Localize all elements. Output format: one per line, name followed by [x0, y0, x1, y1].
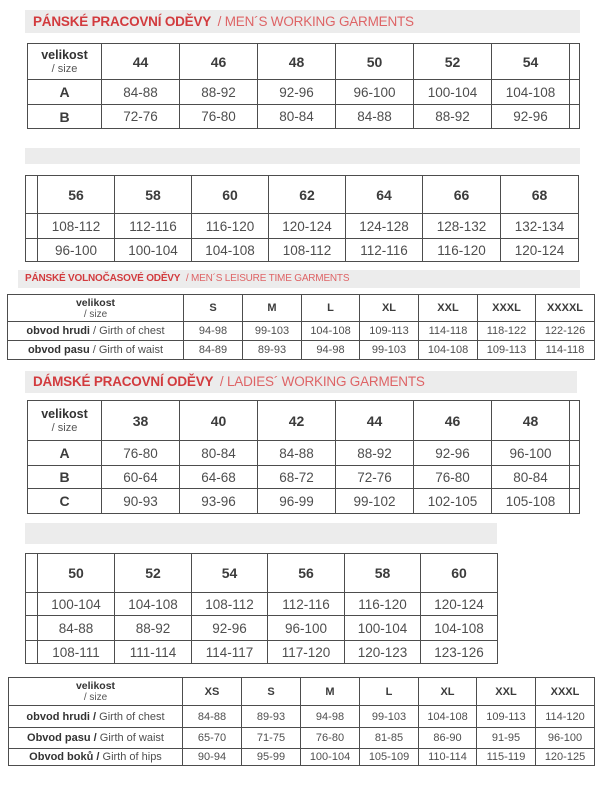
clipped-column-cell — [570, 80, 580, 105]
size-value-cell: 72-76 — [102, 105, 180, 129]
size-value-cell: 120-124 — [269, 214, 346, 239]
table-ladies-letter-sizes — [8, 677, 595, 766]
size-value-cell: 94-98 — [184, 322, 243, 341]
size-value-cell: 104-108 — [421, 616, 498, 641]
table-ladies-working-sizes-38-48 — [27, 400, 580, 514]
size-value-cell: 92-96 — [192, 616, 268, 641]
row-label-czech: A — [59, 445, 70, 461]
size-value-cell: 118-122 — [478, 322, 536, 341]
row-label-cell — [9, 706, 183, 728]
size-value-cell: 89-93 — [243, 341, 302, 360]
size-column-header: 52 — [414, 44, 492, 80]
size-value-cell: 132-134 — [501, 214, 579, 239]
size-value-cell: 128-132 — [423, 214, 501, 239]
section-title-ladies-working-english: / LADIES´ WORKING GARMENTS — [219, 374, 425, 389]
size-value-cell: 88-92 — [115, 616, 192, 641]
size-label-czech: velikost — [41, 47, 88, 62]
row-label-english: Girth of chest — [96, 710, 165, 723]
size-value-cell: 88-92 — [414, 105, 492, 129]
size-value-cell: 96-100 — [38, 239, 115, 262]
separator-bar — [25, 148, 580, 164]
row-label-cell — [28, 80, 102, 105]
size-value-cell: 96-100 — [268, 616, 345, 641]
size-column-header: XL — [360, 295, 419, 322]
size-value-cell: 120-125 — [536, 749, 595, 766]
clipped-column-cell — [26, 616, 38, 641]
size-column-header: 56 — [268, 554, 345, 593]
size-value-cell: 93-96 — [180, 489, 258, 514]
data-row — [9, 706, 595, 728]
data-row — [26, 641, 498, 664]
size-label-header-cell — [28, 44, 102, 80]
size-column-header: L — [360, 678, 419, 706]
size-value-cell: 117-120 — [268, 641, 345, 664]
size-label-header-cell — [9, 678, 183, 706]
size-value-cell: 100-104 — [414, 80, 492, 105]
header-row — [8, 295, 595, 322]
size-value-cell: 76-80 — [414, 466, 492, 489]
row-label-cell — [28, 466, 102, 489]
size-column-header: 46 — [414, 401, 492, 441]
size-column-header: 50 — [38, 554, 115, 593]
clipped-column-cell — [26, 554, 38, 593]
row-label-czech: Obvod pasu / — [27, 732, 97, 744]
row-label-cell — [9, 749, 183, 766]
size-value-cell: 76-80 — [301, 728, 360, 749]
size-column-header: 58 — [345, 554, 421, 593]
size-column-header: M — [301, 678, 360, 706]
size-value-cell: 104-108 — [492, 80, 570, 105]
size-column-header: 62 — [269, 176, 346, 214]
size-value-cell: 88-92 — [336, 441, 414, 466]
size-value-cell: 112-116 — [115, 214, 192, 239]
size-value-cell: 114-120 — [536, 706, 595, 728]
size-column-header: S — [184, 295, 243, 322]
header-row — [26, 554, 498, 593]
row-label-czech: obvod pasu — [27, 344, 90, 356]
table-mens-working-sizes-56-68 — [25, 175, 579, 262]
clipped-column-cell — [26, 176, 38, 214]
clipped-column-cell — [570, 105, 580, 129]
separator-bar — [25, 523, 497, 544]
data-row — [28, 105, 580, 129]
size-column-header: 38 — [102, 401, 180, 441]
data-row — [28, 466, 580, 489]
data-row — [28, 80, 580, 105]
size-column-header: XXXXL — [536, 295, 595, 322]
clipped-column-cell — [26, 214, 38, 239]
header-row — [9, 678, 595, 706]
row-label-czech: B — [59, 469, 70, 485]
data-row — [28, 441, 580, 466]
row-label-cell — [8, 341, 184, 360]
data-row — [26, 214, 579, 239]
row-label-czech: C — [59, 493, 70, 509]
size-value-cell: 94-98 — [301, 706, 360, 728]
row-label-czech: A — [59, 84, 70, 100]
data-row — [8, 341, 595, 360]
header-row — [28, 44, 580, 80]
size-value-cell: 99-103 — [360, 706, 419, 728]
section-title-bar-mens-leisure — [18, 270, 580, 288]
size-column-header: M — [243, 295, 302, 322]
size-value-cell: 72-76 — [336, 466, 414, 489]
section-title-mens-leisure-czech: PÁNSKÉ VOLNOČASOVÉ ODĚVY — [25, 273, 181, 284]
size-value-cell: 120-123 — [345, 641, 421, 664]
size-value-cell: 88-92 — [180, 80, 258, 105]
size-value-cell: 96-100 — [336, 80, 414, 105]
size-value-cell: 100-104 — [115, 239, 192, 262]
size-value-cell: 84-89 — [184, 341, 243, 360]
size-value-cell: 109-113 — [360, 322, 419, 341]
clipped-column-cell — [570, 44, 580, 80]
data-row — [9, 728, 595, 749]
row-label-cell — [9, 728, 183, 749]
size-column-header: 50 — [336, 44, 414, 80]
size-column-header: XXL — [419, 295, 478, 322]
size-value-cell: 104-108 — [192, 239, 269, 262]
size-column-header: 60 — [192, 176, 269, 214]
size-value-cell: 120-124 — [421, 593, 498, 616]
row-label-cell — [28, 441, 102, 466]
size-value-cell: 81-85 — [360, 728, 419, 749]
size-label-english: / size — [83, 308, 108, 320]
size-value-cell: 102-105 — [414, 489, 492, 514]
size-value-cell: 105-108 — [492, 489, 570, 514]
clipped-column-cell — [570, 441, 580, 466]
size-value-cell: 64-68 — [180, 466, 258, 489]
size-label-czech: velikost — [75, 680, 116, 692]
size-value-cell: 91-95 — [477, 728, 536, 749]
size-value-cell: 99-103 — [360, 341, 419, 360]
size-value-cell: 109-113 — [477, 706, 536, 728]
size-value-cell: 116-120 — [192, 214, 269, 239]
size-label-english: / size — [51, 62, 78, 75]
size-value-cell: 108-112 — [192, 593, 268, 616]
size-value-cell: 96-99 — [258, 489, 336, 514]
size-column-header: S — [242, 678, 301, 706]
size-value-cell: 112-116 — [268, 593, 345, 616]
size-label-czech: velikost — [41, 406, 88, 421]
size-value-cell: 84-88 — [258, 441, 336, 466]
size-value-cell: 71-75 — [242, 728, 301, 749]
size-label-english: / size — [51, 421, 78, 434]
size-value-cell: 100-104 — [301, 749, 360, 766]
section-title-mens-working-czech: PÁNSKÉ PRACOVNÍ ODĚVY — [33, 14, 212, 29]
section-title-mens-working-english: / MEN´S WORKING GARMENTS — [217, 14, 414, 29]
size-column-header: 68 — [501, 176, 579, 214]
row-label-czech: obvod hrudi — [26, 325, 90, 337]
table-ladies-working-sizes-50-60 — [25, 553, 498, 664]
row-label-czech: obvod hrudi / — [26, 710, 97, 723]
size-value-cell: 96-100 — [492, 441, 570, 466]
section-title-bar-ladies-working — [25, 371, 577, 393]
data-row — [26, 239, 579, 262]
size-value-cell: 115-119 — [477, 749, 536, 766]
size-column-header: L — [302, 295, 360, 322]
size-value-cell: 114-118 — [536, 341, 595, 360]
size-column-header: XL — [419, 678, 477, 706]
size-value-cell: 84-88 — [183, 706, 242, 728]
row-label-english: / Girth of waist — [89, 344, 164, 356]
size-value-cell: 109-113 — [478, 341, 536, 360]
size-value-cell: 114-117 — [192, 641, 268, 664]
row-label-cell — [28, 105, 102, 129]
size-value-cell: 95-99 — [242, 749, 301, 766]
size-label-english: / size — [83, 692, 108, 703]
size-value-cell: 99-102 — [336, 489, 414, 514]
row-label-english: / Girth of chest — [89, 325, 165, 337]
size-column-header: 66 — [423, 176, 501, 214]
header-row — [28, 401, 580, 441]
size-label-czech: velikost — [75, 296, 116, 309]
size-value-cell: 96-100 — [536, 728, 595, 749]
size-value-cell: 100-104 — [38, 593, 115, 616]
section-title-bar-mens-working — [25, 10, 580, 33]
size-value-cell: 120-124 — [501, 239, 579, 262]
size-column-header: 56 — [38, 176, 115, 214]
size-column-header: 54 — [492, 44, 570, 80]
size-value-cell: 84-88 — [336, 105, 414, 129]
size-value-cell: 99-103 — [243, 322, 302, 341]
size-value-cell: 90-94 — [183, 749, 242, 766]
size-column-header: 58 — [115, 176, 192, 214]
table-mens-leisure-sizes — [7, 294, 595, 360]
size-column-header: 40 — [180, 401, 258, 441]
size-column-header: XS — [183, 678, 242, 706]
size-value-cell: 100-104 — [345, 616, 421, 641]
clipped-column-cell — [26, 641, 38, 664]
size-value-cell: 80-84 — [492, 466, 570, 489]
size-value-cell: 80-84 — [258, 105, 336, 129]
size-column-header: 48 — [492, 401, 570, 441]
data-row — [9, 749, 595, 766]
clipped-column-cell — [570, 466, 580, 489]
size-value-cell: 104-108 — [115, 593, 192, 616]
section-title-ladies-working-czech: DÁMSKÉ PRACOVNÍ ODĚVY — [33, 374, 214, 389]
size-value-cell: 92-96 — [492, 105, 570, 129]
size-value-cell: 84-88 — [102, 80, 180, 105]
row-label-cell — [28, 489, 102, 514]
size-value-cell: 68-72 — [258, 466, 336, 489]
size-value-cell: 84-88 — [38, 616, 115, 641]
size-value-cell: 92-96 — [258, 80, 336, 105]
table-mens-working-sizes-44-54 — [27, 43, 580, 129]
size-value-cell: 105-109 — [360, 749, 419, 766]
size-column-header: 46 — [180, 44, 258, 80]
size-value-cell: 123-126 — [421, 641, 498, 664]
size-value-cell: 76-80 — [102, 441, 180, 466]
size-value-cell: 112-116 — [346, 239, 423, 262]
data-row — [26, 616, 498, 641]
size-label-header-cell — [8, 295, 184, 322]
clipped-column-cell — [26, 593, 38, 616]
clipped-column-cell — [570, 401, 580, 441]
size-value-cell: 80-84 — [180, 441, 258, 466]
data-row — [8, 322, 595, 341]
size-column-header: 52 — [115, 554, 192, 593]
size-value-cell: 90-93 — [102, 489, 180, 514]
data-row — [28, 489, 580, 514]
size-value-cell: 76-80 — [180, 105, 258, 129]
section-title-mens-leisure-english: / MEN´S LEISURE TIME GARMENTS — [185, 273, 350, 284]
size-value-cell: 110-114 — [419, 749, 477, 766]
size-value-cell: 124-128 — [346, 214, 423, 239]
size-value-cell: 94-98 — [302, 341, 360, 360]
row-label-czech: Obvod boků / — [29, 751, 100, 763]
row-label-cell — [8, 322, 184, 341]
size-column-header: 44 — [102, 44, 180, 80]
size-value-cell: 116-120 — [423, 239, 501, 262]
size-label-header-cell — [28, 401, 102, 441]
size-value-cell: 89-93 — [242, 706, 301, 728]
data-row — [26, 593, 498, 616]
clipped-column-cell — [26, 239, 38, 262]
size-column-header: 42 — [258, 401, 336, 441]
size-column-header: XXXL — [536, 678, 595, 706]
size-value-cell: 108-112 — [38, 214, 115, 239]
size-value-cell: 108-111 — [38, 641, 115, 664]
size-value-cell: 86-90 — [419, 728, 477, 749]
size-value-cell: 65-70 — [183, 728, 242, 749]
size-value-cell: 122-126 — [536, 322, 595, 341]
row-label-czech: B — [59, 108, 70, 125]
size-value-cell: 116-120 — [345, 593, 421, 616]
size-value-cell: 111-114 — [115, 641, 192, 664]
clipped-column-cell — [570, 489, 580, 514]
size-value-cell: 60-64 — [102, 466, 180, 489]
size-column-header: 54 — [192, 554, 268, 593]
row-label-english: Girth of waist — [96, 732, 164, 744]
size-value-cell: 104-108 — [302, 322, 360, 341]
row-label-english: Girth of hips — [99, 751, 162, 763]
size-column-header: 44 — [336, 401, 414, 441]
size-value-cell: 104-108 — [419, 341, 478, 360]
size-column-header: XXXL — [478, 295, 536, 322]
size-value-cell: 92-96 — [414, 441, 492, 466]
size-value-cell: 104-108 — [419, 706, 477, 728]
header-row — [26, 176, 579, 214]
size-value-cell: 108-112 — [269, 239, 346, 262]
size-value-cell: 114-118 — [419, 322, 478, 341]
size-column-header: 48 — [258, 44, 336, 80]
size-column-header: 64 — [346, 176, 423, 214]
size-column-header: 60 — [421, 554, 498, 593]
size-column-header: XXL — [477, 678, 536, 706]
